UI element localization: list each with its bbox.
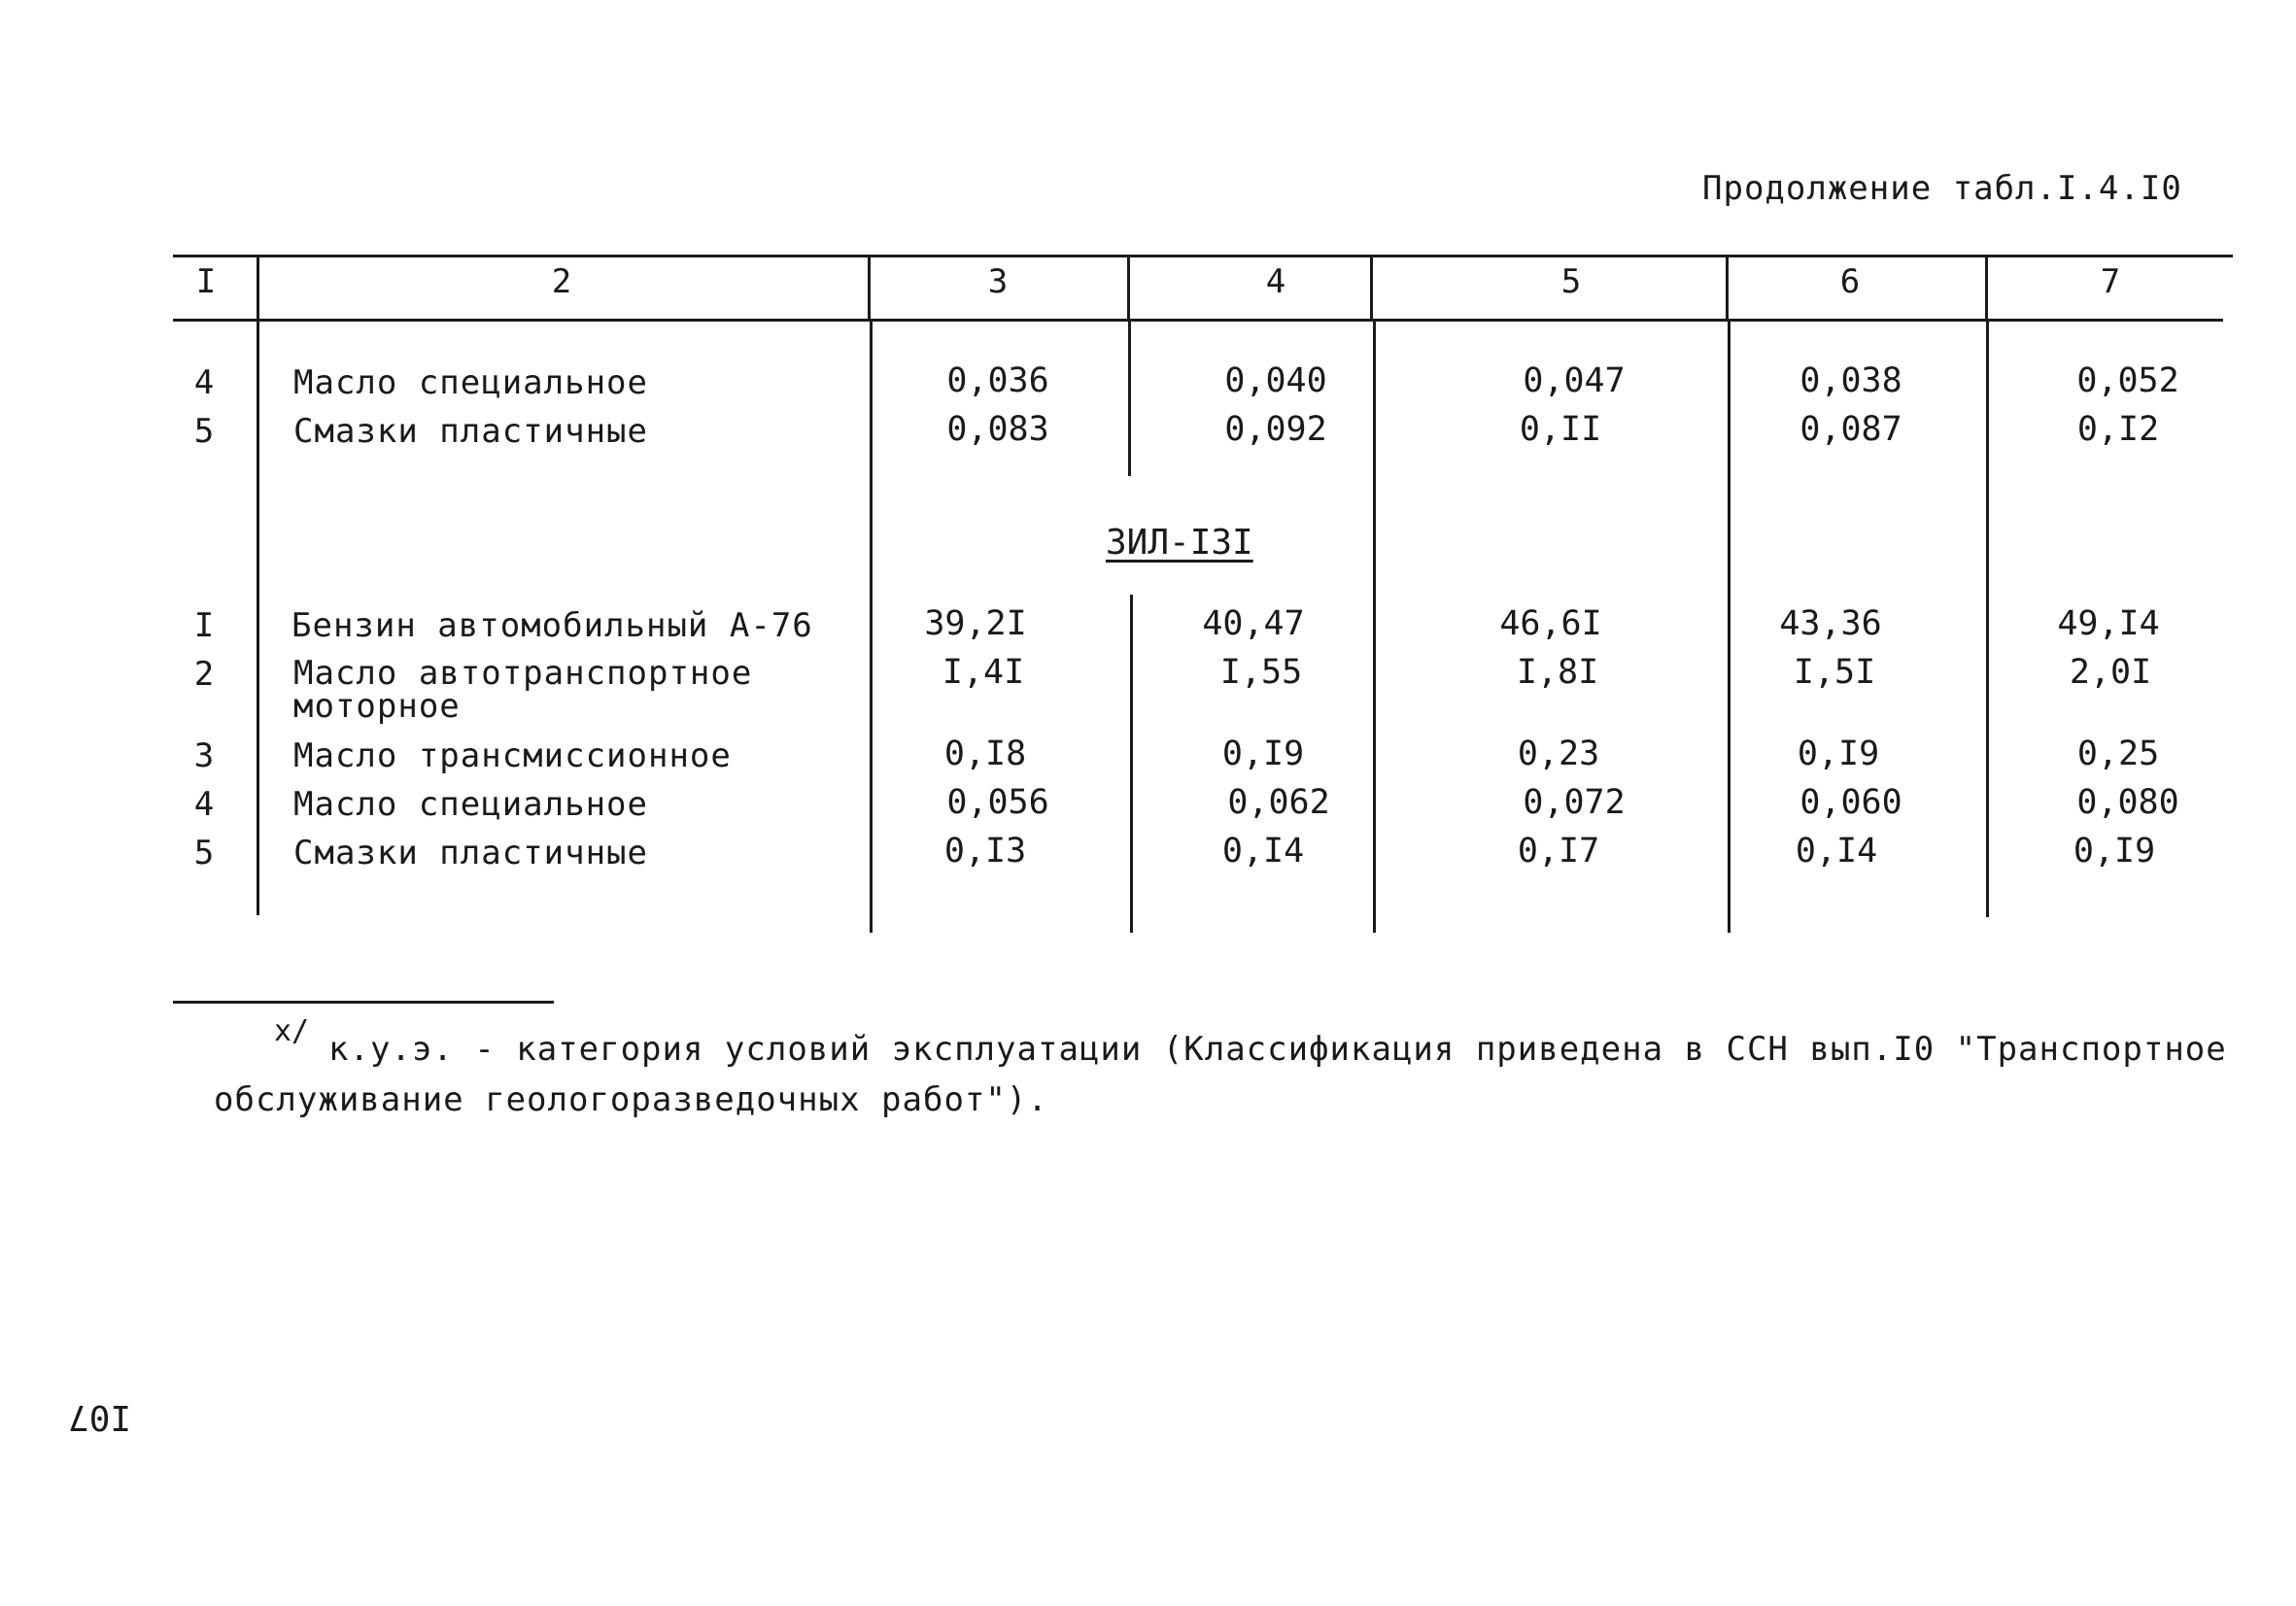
col-divider [870,321,873,933]
cell-value: 40,47 [1202,604,1305,643]
cell-value: 0,072 [1523,783,1626,822]
table-caption: Продолжение табл.I.4.I0 [1702,169,2182,208]
row-name: Бензин автомобильный А-76 [291,606,813,645]
row-name: Масло специальное [293,785,648,824]
cell-value: 0,I4 [1221,832,1305,871]
table-header-rule [173,319,2223,322]
column-header: 3 [987,262,1009,301]
cell-value: 0,I9 [1797,735,1880,773]
cell-value: 0,062 [1227,783,1330,822]
row-name: Масло специальное [293,363,648,402]
footnote-text: к.у.э. - категория условий эксплуатации (Классификация приведена в ССН вып.I0 "Транспортное [328,1030,2227,1069]
cell-value: I,4I [942,653,1025,692]
column-header: I [195,262,217,301]
col-divider [1370,255,1373,321]
cell-value: 0,25 [2076,735,2160,773]
cell-value: 46,6I [1499,604,1602,643]
cell-value: 0,I2 [2076,410,2160,449]
page-number: I07 [68,1397,132,1437]
column-header: 2 [551,262,572,301]
row-number: 5 [193,412,215,451]
cell-value: 0,040 [1224,361,1327,400]
column-header: 5 [1560,262,1582,301]
col-divider [1986,321,1989,917]
cell-value: I,8I [1516,653,1599,692]
row-name: Смазки пластичные [293,412,648,451]
cell-value: 0,I7 [1517,832,1600,871]
cell-value: 0,047 [1523,361,1626,400]
row-name: Смазки пластичные [293,834,648,872]
cell-value: 39,2I [924,604,1027,643]
row-name: Масло трансмиссионное [293,736,732,775]
row-number: I [193,606,215,645]
col-divider [1728,321,1731,933]
section-title: ЗИЛ-I3I [1106,523,1253,563]
footnote-rule [173,1001,554,1004]
row-name: Масло автотранспортное моторное [293,654,753,726]
cell-value: 0,I4 [1795,832,1878,871]
col-divider [1128,321,1131,476]
cell-value: 0,052 [2076,361,2179,400]
cell-value: 0,092 [1224,410,1327,449]
column-header: 4 [1265,262,1286,301]
cell-value: 43,36 [1779,604,1882,643]
col-divider [1127,255,1130,321]
column-header: 7 [2100,262,2121,301]
row-number: 4 [193,363,215,402]
footnote-marker: x/ [274,1014,310,1048]
col-divider [257,255,259,321]
col-divider [1985,255,1988,321]
col-divider [1130,595,1133,933]
cell-value: 0,087 [1799,410,1902,449]
cell-value: 2,0I [2069,653,2152,692]
cell-value: 0,056 [946,783,1049,822]
cell-value: 0,I8 [943,735,1027,773]
col-divider [868,255,871,321]
cell-value: 0,083 [946,410,1049,449]
cell-value: 0,I9 [2073,832,2156,871]
cell-value: 0,23 [1517,735,1600,773]
cell-value: I,55 [1219,653,1303,692]
cell-value: 0,II [1519,410,1602,449]
col-divider [257,321,259,915]
cell-value: 0,I9 [1221,735,1305,773]
row-number: 5 [193,834,215,872]
column-header: 6 [1839,262,1861,301]
row-number: 2 [193,655,215,694]
cell-value: 49,I4 [2057,604,2160,643]
cell-value: 0,036 [946,361,1049,400]
cell-value: 0,038 [1799,361,1902,400]
col-divider [1726,255,1729,321]
cell-value: 0,060 [1799,783,1902,822]
cell-value: 0,080 [2076,783,2179,822]
table-top-rule [173,255,2233,257]
col-divider [1373,321,1376,933]
row-number: 3 [193,736,215,775]
footnote-text: обслуживание геологоразведочных работ"). [214,1080,1048,1119]
cell-value: I,5I [1793,653,1876,692]
cell-value: 0,I3 [943,832,1027,871]
row-number: 4 [193,785,215,824]
